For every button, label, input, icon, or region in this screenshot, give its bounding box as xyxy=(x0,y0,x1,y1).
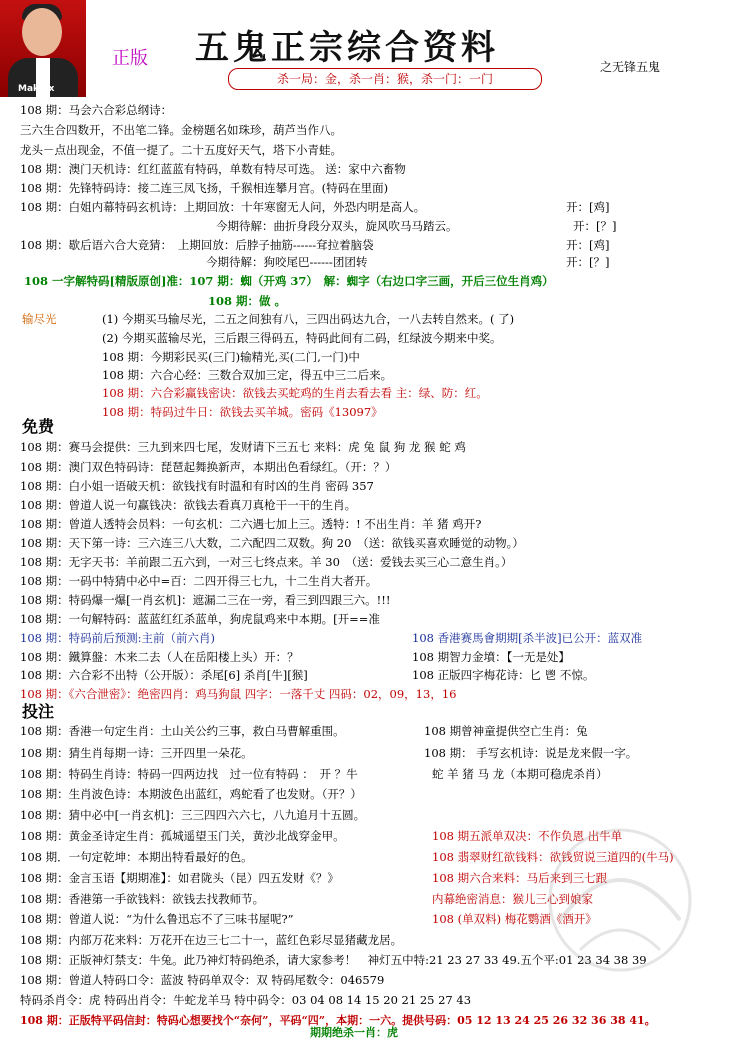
line: 108 期：香港一句定生肖：土山关公约三事，救白马曹解重围。 xyxy=(20,724,345,738)
line: 内幕绝密消息：猴儿三心到娘家 xyxy=(432,892,593,906)
line: 108 期：先锋特码诗：接二连三凤飞扬，千猴相连攀月宫。(特码在里面) xyxy=(20,181,389,195)
bet-section-label: 投注 xyxy=(22,702,55,721)
line: 108 期：澳门双色特码诗：琵琶起舞换新声，本期出色看绿红。（开：？） xyxy=(20,460,397,474)
line: 108 期曾神童提供空亡生肖：兔 xyxy=(424,724,588,738)
line: 蛇 羊 猪 马 龙（本期可稳虎杀肖） xyxy=(432,767,608,781)
line: 108 期：特码爆一爆[一肖玄机]：遮漏二三在一旁，看三到四跟三六。!!! xyxy=(20,593,391,607)
open-mark: 开：[鸡] xyxy=(566,238,610,252)
line: 108 (单双料) 梅花鹦酒《酒开》 xyxy=(432,912,597,926)
line: 108 期：白小姐一语破天机：欲钱找有时温和有时凶的生肖 密码 357 xyxy=(20,479,374,493)
line: 108 期：赛马会提供：三九到来四七尾，发财请下三五七 来料：虎 兔 鼠 狗 龙 猴 蛇 鸡 xyxy=(20,440,466,454)
line: 108 期：曾道人说一句赢钱决：欲钱去看真刀真枪干一干的生肖。 xyxy=(20,498,357,512)
shu-line: (2) 今期买蓝输尽光，三后跟三得码五，特码此间有二码，红绿波今期来中奖。 xyxy=(102,331,502,345)
line: 108 期五派单双决：不作负恩 出牛单 xyxy=(432,829,623,843)
line: 108 期：六合彩不出特（公开版）：杀尾[6] 杀肖[牛][猴] xyxy=(20,668,308,682)
line: 108 期：猜生肖每期一诗：三开四里一朵花。 xyxy=(20,746,253,760)
line: 108 期：黄金圣诗定生肖：孤城遥望玉门关，黄沙北战穿金甲。 xyxy=(20,829,345,843)
line: 108 期： 手写玄机诗：说是龙来假一字。 xyxy=(424,746,638,760)
photo-logo: MakSix xyxy=(18,84,55,94)
shu-line: 108 期：特码过牛日：欲钱去买羊城。密码《13097》 xyxy=(102,405,383,419)
final-kill-line: 期期绝杀一肖：虎 xyxy=(310,1026,398,1039)
zi-jie-line: 108 一字解特码[精版原创]准：107 期：蜘（开鸡 37） 解：蜘字（右边口字三画，开后三位生肖鸡） xyxy=(24,274,554,288)
liuhe-secret-line: 108 期：《六合泄密》：绝密四肖：鸡马狗鼠 四字：一落千丈 四码：02，09，13，16 xyxy=(20,687,457,701)
line: 108 期：无字天书：羊前跟二五六到，一对三七终点来。羊 30 （送：爱钱去买三心二意生肖。） xyxy=(20,555,513,569)
line: 今期待解：狗咬尾巴------团团转 xyxy=(206,255,368,269)
line: 108 期：一句解特码：蓝蓝红红杀蓝单，狗虎鼠鸡来中本期。[开==准 xyxy=(20,612,380,626)
edition-label: 正版 xyxy=(112,48,148,69)
line: 108 期：猜中必中[一肖玄机]：三三四四六六七，八九追月十五圆。 xyxy=(20,808,366,822)
line: 108 期智力金墳：【一无是处】 xyxy=(412,650,570,664)
open-mark: 开：[鸡] xyxy=(566,200,610,214)
author-name: 之无锋五鬼 xyxy=(600,60,661,74)
line: 三六生合四数开，不出笔二锋。金榜题名如珠珍，葫芦当作八。 xyxy=(20,123,342,137)
shu-line: 108 期：六合心经：三数合双加三定，得五中三二后来。 xyxy=(102,368,393,382)
open-mark: 开：[？] xyxy=(573,219,617,233)
line: 108 期：天下第一诗：三六连三八大数，二六配四二双数。狗 20 （送：欲钱买喜欢睡觉的动物。） xyxy=(20,536,524,550)
line: 108 期：香港第一手欲钱料：欲钱去找教师节。 xyxy=(20,892,265,906)
line: 108 期：马会六合彩总纲诗： xyxy=(20,103,173,117)
line: 108 期：白姐内幕特码玄机诗：上期回放：十年寒窗无人问，外恐内明是高人。 xyxy=(20,200,426,214)
line: 108 期：澳门天机诗：红红蓝蓝有特码，单数有特尽可选。 送：家中六畜物 xyxy=(20,162,406,176)
kill-banner: 杀一局：金，杀一肖：猴，杀一门：一门 xyxy=(228,68,542,90)
line: 108 期六合来料：马后来到三七跟 xyxy=(432,871,608,885)
shu-line: 108 期：今期彩民买(三门)输精光,买(二门,一门)中 xyxy=(102,350,360,364)
line: 龙头－点出现金，不值一提了。二十五度好天气，塔下小青蛙。 xyxy=(20,143,342,157)
shu-line: 108 期：六合彩赢钱密诀：欲钱去买蛇鸡的生肖去看去看 主：绿、防：红。 xyxy=(102,386,488,400)
line: 特码杀肖令：虎 特码出肖令：牛蛇龙羊马 特中码令：03 04 08 14 15 20 21 25 27 43 xyxy=(20,993,472,1007)
line: 108 期：曾道人特码口令：蓝波 特码单双令：双 特码尾数令：046579 xyxy=(20,973,385,987)
line: 108 期：正版神灯禁支：牛兔。此乃神灯特码绝杀，请大家参考！ 神灯五中特:21 23 27 33 49.五个平:01 23 34 38 39 xyxy=(20,953,647,967)
line: 108 香港赛馬會期期[杀半波]已公开：蓝双准 xyxy=(412,631,643,645)
author-photo xyxy=(0,0,86,97)
line: 108 期：内部万花来料：万花开在边三七二十一，蓝红色彩尽显猪藏龙居。 xyxy=(20,933,403,947)
free-section-label: 免费 xyxy=(22,417,55,436)
line: 108 翡翠财红欲钱料：欲钱贸说三道四的(牛马) xyxy=(432,850,674,864)
line: 108 期：生肖波色诗：本期波色出蓝红，鸡蛇看了也发财。（开？） xyxy=(20,787,362,801)
open-mark: 开：[？] xyxy=(566,255,610,269)
dragon-watermark-icon xyxy=(520,800,720,1000)
line: 108 期：曾道人透特会员料：一句玄机：二六遇七加上三。透特：! 不出生肖：羊 猪 鸡开? xyxy=(20,517,482,531)
final-red-line: 108 期：正版特平码信封：特码心想要找个“奈何”，平码“四”，本期：一六。提供号码：05 12 13 24 25 26 32 36 38 41。 xyxy=(20,1014,656,1027)
line: 108 期：歇后语六合大竞猜： 上期回放：后脖子抽筋------耷拉着脑袋 xyxy=(20,238,374,252)
shu-line: (1) 今期买马输尽光，二五之间独有八，三四出码达九合，一八去转自然来。( 了) xyxy=(102,312,515,326)
zi-jie-now: 108 期：做 。 xyxy=(208,294,287,308)
shu-jin-guang-label: 输尽光 xyxy=(22,312,57,326)
line: 108 期：一码中特猜中必中=百：二四开得三七九，十二生肖大者开。 xyxy=(20,574,378,588)
line: 108 期：特码前后预测:主前（前六肖) xyxy=(20,631,215,645)
line: 108 期：特码生肖诗：特码一四两边找 过一位有特码 ： 开 ？牛 xyxy=(20,767,358,781)
line: 108 期：鐵算盤：木来二去（人在岳阳楼上头）开：？ xyxy=(20,650,299,664)
page-title: 五鬼正宗综合资料 xyxy=(195,28,499,68)
line: 今期待解：曲折身段分双头，旋风吹马马踏云。 xyxy=(216,219,458,233)
line: 108 正版四字梅花诗：匕 鬯 不惊。 xyxy=(412,668,595,682)
line: 108 期．一句定乾坤：本期出特看最好的色。 xyxy=(20,850,253,864)
line: 108 期：曾道人说：“为什么鲁迅忘不了三味书屋呢?” xyxy=(20,912,294,926)
line: 108 期：金言玉语【期期准】：如君陇头（昆）四五发财《？》 xyxy=(20,871,339,885)
